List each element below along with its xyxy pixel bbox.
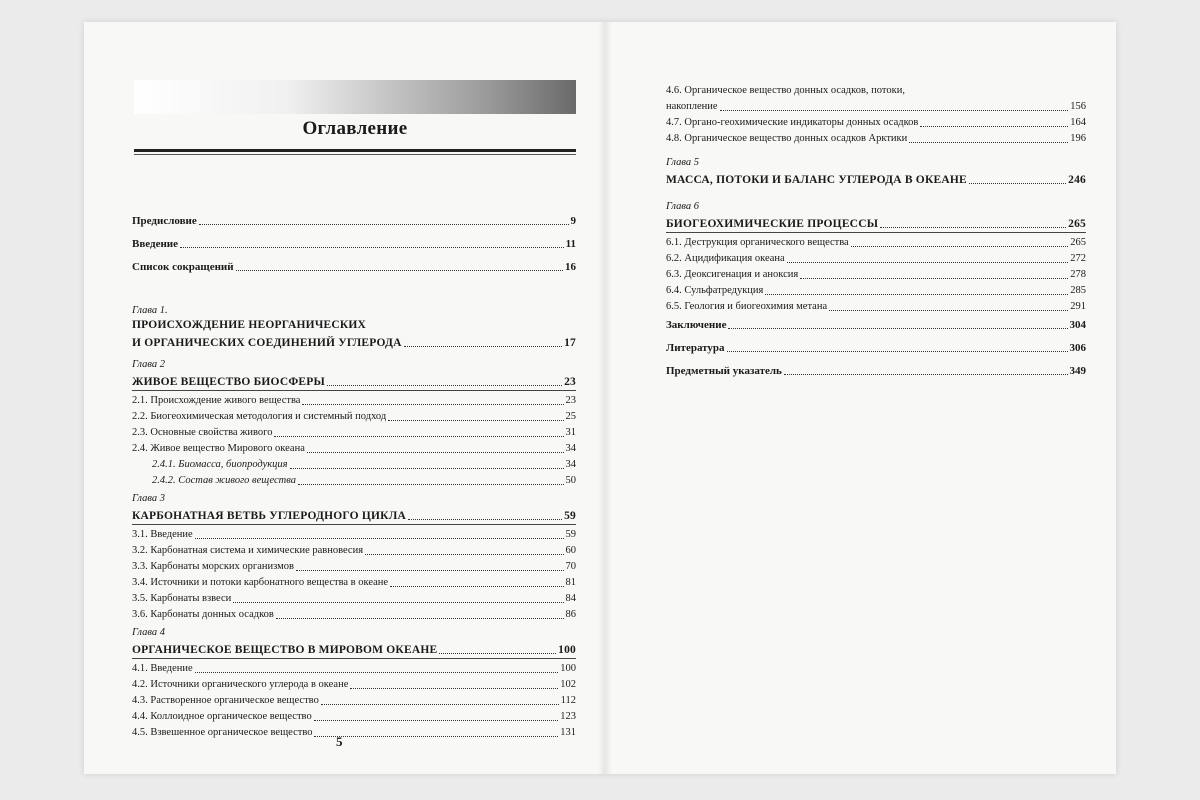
toc-entry-chapter-2[interactable]: ЖИВОЕ ВЕЩЕСТВО БИОСФЕРЫ 23 (132, 376, 576, 388)
toc-entry-section[interactable]: 4.4. Коллоидное органическое вещество 123 (132, 711, 576, 722)
chapter-title-line: ПРОИСХОЖДЕНИЕ НЕОРГАНИЧЕСКИХ (132, 319, 367, 331)
toc-entry-section[interactable]: 6.3. Деоксигенация и аноксия 278 (666, 269, 1086, 280)
toc-entry-introduction[interactable]: Введение 11 (132, 238, 576, 250)
toc-entry-section[interactable]: 4.5. Взвешенное органическое вещество 131 (132, 727, 576, 738)
page-number: 5 (336, 734, 343, 749)
toc-entry-section[interactable]: 6.2. Ацидификация океана 272 (666, 253, 1086, 264)
toc-entry-section[interactable]: 4.7. Органо-геохимические индикаторы донных осадков 164 (666, 117, 1086, 128)
chapter-3-block (132, 492, 576, 622)
toc-entry-chapter-3[interactable]: КАРБОНАТНАЯ ВЕТВЬ УГЛЕРОДНОГО ЦИКЛА 59 (132, 510, 576, 522)
toc-entry-section[interactable]: 3.2. Карбонатная система и химические равновесия 60 (132, 545, 576, 556)
toc-entry-section[interactable]: 3.3. Карбонаты морских организмов 70 (132, 561, 576, 572)
chapter-label: Глава 5 (666, 157, 699, 168)
chapter-4-continued (666, 84, 1086, 146)
toc-entry-section[interactable]: 4.1. Введение 100 (132, 663, 576, 674)
toc-entry-chapter-6[interactable]: БИОГЕОХИМИЧЕСКИЕ ПРОЦЕССЫ 265 (666, 218, 1086, 230)
toc-entry-section[interactable]: 6.1. Деструкция органического вещества 265 (666, 237, 1086, 248)
toc-entry-literature[interactable]: Литература 306 (666, 342, 1086, 354)
toc-entry-section[interactable]: 3.6. Карбонаты донных осадков 86 (132, 609, 576, 620)
chapter-1-block (132, 304, 576, 350)
toc-entry-preface[interactable]: Предисловие 9 (132, 215, 576, 227)
toc-entry-line: 4.6. Органическое вещество донных осадков, потоки, (666, 85, 905, 96)
toc-entry-section[interactable]: 4.8. Органическое вещество донных осадков Арктики 196 (666, 133, 1086, 144)
toc-entry-section[interactable]: 2.1. Происхождение живого вещества 23 (132, 395, 576, 406)
title-rule-thick (134, 149, 576, 152)
toc-entry-chapter-5[interactable]: МАССА, ПОТОКИ И БАЛАНС УГЛЕРОДА В ОКЕАНЕ 246 (666, 174, 1086, 186)
title-rule-thin (134, 154, 576, 155)
chapter-label: Глава 6 (666, 201, 699, 212)
heading-gradient-band (134, 80, 576, 114)
chapter-2-block (132, 358, 576, 488)
front-matter-list (132, 212, 576, 274)
chapter-label: Глава 4 (132, 627, 165, 638)
page-title: Оглавление (302, 118, 408, 139)
right-page (600, 22, 1116, 774)
chapter-label: Глава 1. (132, 305, 168, 316)
toc-entry-section[interactable]: 6.5. Геология и биогеохимия метана 291 (666, 301, 1086, 312)
chapter-label: Глава 3 (132, 493, 165, 504)
left-page (84, 22, 600, 774)
chapter-5-block (666, 156, 1086, 187)
toc-entry-subject-index[interactable]: Предметный указатель 349 (666, 365, 1086, 377)
toc-entry-section[interactable]: 2.3. Основные свойства живого 31 (132, 427, 576, 438)
chapter-6-block (666, 200, 1086, 314)
toc-entry-section[interactable]: 3.1. Введение 59 (132, 529, 576, 540)
toc-entry-section[interactable]: 4.3. Растворенное органическое вещество 112 (132, 695, 576, 706)
toc-entry-section[interactable]: 2.2. Биогеохимическая методология и системный подход 25 (132, 411, 576, 422)
toc-entry-chapter-4[interactable]: ОРГАНИЧЕСКОЕ ВЕЩЕСТВО В МИРОВОМ ОКЕАНЕ 100 (132, 644, 576, 656)
chapter-label: Глава 2 (132, 359, 165, 370)
toc-entry-section[interactable]: 4.2. Источники органического углерода в океане 102 (132, 679, 576, 690)
toc-entry-section[interactable]: 2.4. Живое вещество Мирового океана 34 (132, 443, 576, 454)
chapter-4-block (132, 626, 576, 740)
toc-entry-section[interactable]: накопление 156 (666, 101, 1086, 112)
toc-entry-abbreviations[interactable]: Список сокращений 16 (132, 261, 576, 273)
toc-entry-chapter-1[interactable]: И ОРГАНИЧЕСКИХ СОЕДИНЕНИЙ УГЛЕРОДА 17 (132, 337, 576, 349)
toc-entry-section[interactable]: 3.4. Источники и потоки карбонатного вещества в океане 81 (132, 577, 576, 588)
back-matter-list (666, 316, 1086, 378)
toc-entry-section[interactable]: 6.4. Сульфатредукция 285 (666, 285, 1086, 296)
toc-entry-subsection[interactable]: 2.4.2. Состав живого вещества 50 (152, 475, 576, 486)
toc-entry-section[interactable]: 3.5. Карбонаты взвеси 84 (132, 593, 576, 604)
toc-entry-subsection[interactable]: 2.4.1. Биомасса, биопродукция 34 (152, 459, 576, 470)
toc-entry-conclusion[interactable]: Заключение 304 (666, 319, 1086, 331)
book-spread (84, 22, 1116, 774)
